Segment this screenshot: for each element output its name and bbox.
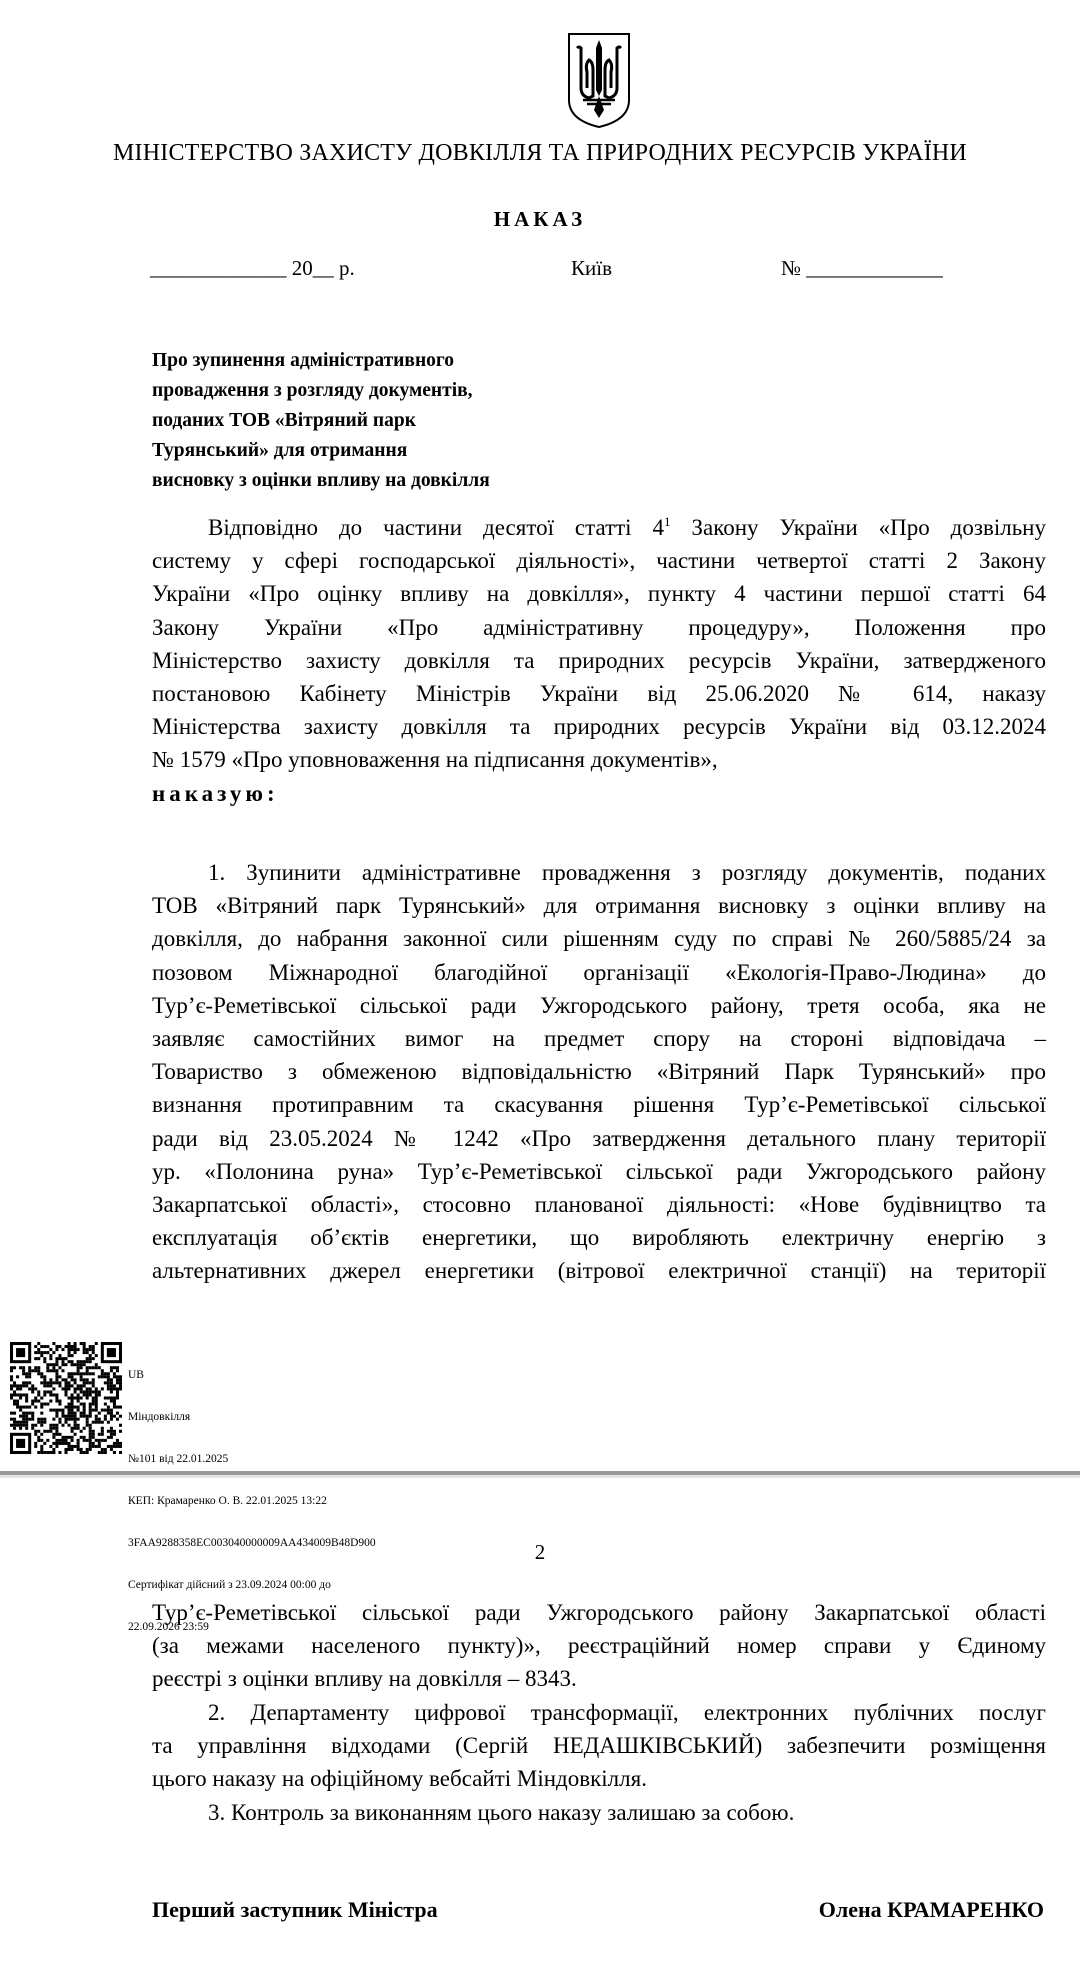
page-number: 2 — [534, 1540, 546, 1564]
preamble-line: Міністерства захисту довкілля та природних ресурсів України від 03.12.2024 — [152, 714, 1046, 740]
stamp-line: КЕП: Крамаренко О. В. 22.01.2025 13:22 — [128, 1495, 327, 1507]
preamble-paragraph — [152, 511, 1046, 810]
preamble-line: Відповідно до частини десятої статті $4^1$ Закону України «Про дозвільну — [208, 514, 1046, 540]
item-1-line: Закарпатської області», стосовно планованої діяльності: «Нове будівництво та — [152, 1191, 1046, 1217]
item-1-line: ур. «Полонина руна» Тур’є-Реметівської сільської ради Ужгородського району — [152, 1158, 1046, 1184]
item-1-line: довкілля, до набрання законної сили рішенням суду по справі № 260/5885/24 за — [152, 926, 1046, 952]
item-2-line: цього наказу на офіційному вебсайті Міндовкілля. — [152, 1766, 647, 1792]
order-title: НАКАЗ — [493, 207, 587, 231]
preamble-line: систему у сфері господарської діяльності», частини четвертої статті 2 Закону — [152, 548, 1046, 574]
order-number-blank: № _____________ — [781, 256, 943, 280]
stamp-line: №101 від 22.01.2025 — [128, 1453, 229, 1465]
subject-line: Про зупинення адміністративного — [152, 350, 455, 371]
item-2-line: 2. Департаменту цифрової трансформації, електронних публічних послуг — [208, 1700, 1046, 1725]
order-subject — [152, 346, 572, 496]
preamble-line: Міністерство захисту довкілля та природних ресурсів України, затвердженого — [152, 647, 1046, 673]
coat-of-arms-icon — [563, 30, 635, 130]
item-1-continuation — [152, 1596, 1046, 1696]
item-1-line: ради від 23.05.2024 № 1242 «Про затвердження детального плану території — [152, 1125, 1046, 1151]
item-1-line: Тур’є-Реметівської сільської ради Ужгородського району, третя особа, яка не — [152, 992, 1046, 1018]
qr-code-icon — [10, 1342, 122, 1454]
continuation-line: реєстрі з оцінки впливу на довкілля – 8343. — [152, 1666, 577, 1692]
stamp-line: 22.09.2026 23:59 — [128, 1621, 209, 1633]
item-1-line: позовом Міжнародної благодійної організації «Екологія-Право-Людина» до — [152, 959, 1046, 985]
signatory-title: Перший заступник Міністра — [152, 1897, 438, 1922]
item-2-line: та управління відходами (Сергій НЕДАШКІВСЬКИЙ) забезпечити розміщення — [152, 1733, 1046, 1759]
subject-line: поданих ТОВ «Вітряний парк — [152, 410, 416, 431]
item-1-line: експлуатація об’єктів енергетики, що виробляють електричну енергію з — [152, 1225, 1046, 1251]
preamble-line: України «Про оцінку впливу на довкілля», пункту 4 частини першої статті 64 — [152, 581, 1046, 607]
signatory-name: Олена КРАМАРЕНКО — [818, 1897, 1044, 1922]
item-1-line: визнання протиправним та скасування рішення Тур’є-Реметівської сільської — [152, 1092, 1046, 1118]
stamp-line: Міндовкілля — [128, 1411, 191, 1423]
superscript: 1 — [664, 514, 671, 529]
page-divider-shadow — [0, 1475, 1080, 1478]
preamble-line: № 1579 «Про уповноваження на підписання документів», — [152, 747, 718, 773]
ministry-name: МІНІСТЕРСТВО ЗАХИСТУ ДОВКІЛЛЯ ТА ПРИРОДНИХ РЕСУРСІВ УКРАЇНИ — [113, 140, 967, 166]
date-blank: _____________ 20__ р. — [150, 256, 355, 280]
item-1-line: заявляє самостійних вимог на предмет спору на стороні відповідача – — [152, 1025, 1046, 1051]
stamp-line: 3FAA9288358EC003040000009AA434009B48D900 — [128, 1537, 376, 1549]
order-word: наказую: — [152, 780, 279, 806]
continuation-line: (за межами населеного пункту)», реєстраційний номер справи у Єдиному — [152, 1633, 1046, 1659]
preamble-line: Закону України «Про адміністративну процедуру», Положення про — [152, 614, 1046, 640]
item-2-paragraph — [152, 1696, 1046, 1796]
item-1-line: 1. Зупинити адміністративне провадження з розгляду документів, поданих — [208, 860, 1046, 885]
city: Київ — [571, 256, 612, 280]
item-3-line: 3. Контроль за виконанням цього наказу залишаю за собою. — [208, 1800, 795, 1825]
item-3-paragraph — [152, 1796, 1046, 1829]
preamble-line: постановою Кабінету Міністрів України від 25.06.2020 № 614, наказу — [152, 680, 1046, 706]
stamp-line: UB — [128, 1369, 144, 1381]
subject-line: висновку з оцінки впливу на довкілля — [152, 470, 490, 491]
stamp-line: Сертифікат дійсний з 23.09.2024 00:00 до — [128, 1579, 331, 1591]
continuation-line: Тур’є-Реметівської сільської ради Ужгородського району Закарпатської області — [152, 1600, 1046, 1625]
item-1-paragraph — [152, 856, 1046, 1287]
item-1-line: Товариство з обмеженою відповідальністю «Вітряний Парк Турянський» про — [152, 1059, 1046, 1085]
subject-line: Турянський» для отримання — [152, 440, 408, 461]
item-1-line: альтернативних джерел енергетики (вітрової електричної станції) на території — [152, 1258, 1046, 1284]
item-1-line: ТОВ «Вітряний парк Турянський» для отримання висновку з оцінки впливу на — [152, 893, 1046, 919]
subject-line: провадження з розгляду документів, — [152, 380, 473, 401]
